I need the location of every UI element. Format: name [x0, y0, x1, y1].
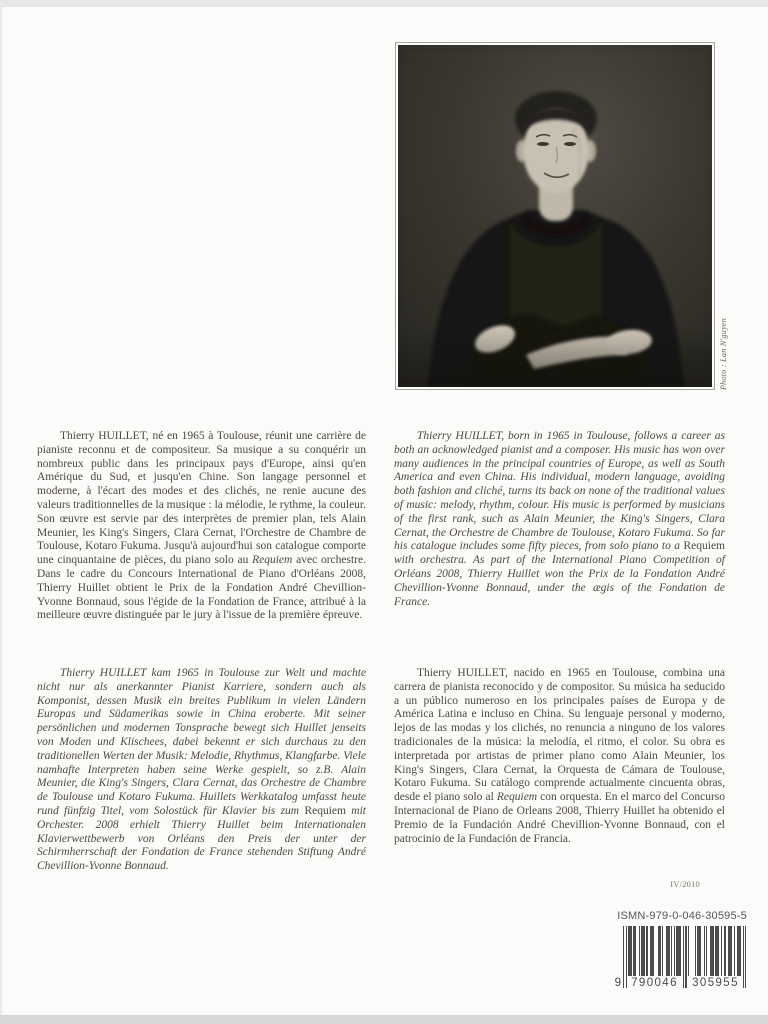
barcode-digits-right-group: 305955: [692, 977, 739, 989]
page-left-edge: [0, 7, 3, 1015]
photo-credit: Photo : Lan N'guyen: [719, 317, 728, 390]
edition-mark: IV/2010: [670, 879, 700, 889]
bio-paragraph-german: [37, 667, 366, 874]
ismn-label: ISMN-979-0-046-30595-5: [617, 910, 747, 922]
bio-text-german: Thierry HUILLET kam 1965 in Toulouse zur Welt und machte nicht nur als anerkannter Pianist Karriere, sondern auch als Komponist, dessen Musik ein breites Publikum in vielen Ländern Europas und Südamerikas sowie in China eroberte. Mit seiner persönlichen und modernen Tonsprache bewegt sich Huillet jenseits von Moden und Klischees, dabei bekennt er sich durchaus zu den traditionellen Werten der Musik: Melodie, Rhythmus, Klangfarbe. Viele namhafte Interpreten haben seine Werke gespielt, so z.B. Alain Meunier, die King's Singers, Clara Cernat, das Orchestre de Chambre de Toulouse und Kotaro Fukuma. Huillets Werkkatalog umfasst heute rund fünfzig Titel, vom Solostück für Klavier bis zum Requiem mit Orchester. 2008 erhielt Thierry Huillet beim Internationalen Klavierwettbewerb von Orléans den Preis der unter der Schirmherrschaft der Fondation de France stehenden Stiftung André Chevillion-Yvonne Bonnaud.: [37, 667, 366, 873]
portrait-photo: [398, 45, 712, 387]
barcode-digits-left-group: 790046: [631, 977, 678, 989]
bio-text-spanish: Thierry HUILLET, nacido en 1965 en Toulouse, combina una carrera de pianista reconocido y de compositor. Su música ha seducido a un público numeroso en los principales países de Europa y de América Latina e incluso en China. Su lenguaje personal y moderno, lejos de las modas y los clichés, no renuncia a ninguno de los valores tradicionales de la música: la melodía, el ritmo, el color. Su obra es interpretada por artistas de primer plano como Alain Meunier, los King's Singers, Clara Cernat, la Orquesta de Cámara de Toulouse, Kotaro Fukuma. Su catálogo comprende actualmente cincuenta obras, desde el piano solo al Requiem con orquesta. En el marco del Concurso Internacional de Piano de Orleans 2008, Thierry Huillet ha obtenido el Premio de la Fundación André Chevillion-Yvonne Bonnaud, con el patrocinio de la Fundación de Francia.: [394, 667, 725, 845]
bio-paragraph-spanish: [394, 667, 725, 846]
barcode: [614, 926, 747, 992]
page-bottom-edge: [0, 1015, 768, 1024]
bio-text-english: Thierry HUILLET, born in 1965 in Toulouse, follows a career as both an acknowledged pianist and a composer. His music has won over many audiences in the principal countries of Europe, as well as South America and even China. His individual, modern language, avoiding both fashion and cliché, turns its back on none of the traditional values of music: melody, rhythm, colour. His music is performed by musicians of the first rank, such as Alain Meunier, the King's Singers, Clara Cernat, the Orchestre de Chambre de Toulouse, Kotaro Fukuma. So far his catalogue includes some fifty pieces, from solo piano to a Requiem with orchestra. As part of the International Piano Competition of Orléans 2008, Thierry Huillet won the Prix de la Fondation André Chevillion-Yvonne Bonnaud, under the ægis of the Fondation de France.: [394, 430, 725, 608]
portrait-photo-frame: [395, 42, 715, 390]
bio-text-french: Thierry HUILLET, né en 1965 à Toulouse, réunit une carrière de pianiste reconnu et de compositeur. Sa musique a su conquérir un nombreux public dans les principaux pays d'Europe, ainsi qu'en Amérique du Sud, et jusqu'en Chine. Son langage personnel et moderne, à l'écart des modes et des clichés, ne renie aucune des valeurs traditionnelles de la musique : la mélodie, le rythme, la couleur. Son œuvre est servie par des interprètes de premier plan, tels Alain Meunier, les King's Singers, Clara Cernat, l'Orchestre de Chambre de Toulouse, Kotaro Fukuma. Jusqu'à aujourd'hui son catalogue comporte une cinquantaine de pièces, du piano solo au Requiem avec orchestre. Dans le cadre du Concours International de Piano d'Orléans 2008, Thierry Huillet obtient le Prix de la Fondation André Chevillion-Yvonne Bonnaud, sous l'égide de la Fondation de France, attribué à la meilleure œuvre distinguée par le jury à l'issue de la première épreuve.: [37, 430, 366, 622]
bio-paragraph-english: [394, 430, 725, 609]
page-top-edge: [0, 0, 768, 7]
bio-paragraph-french: [37, 430, 366, 623]
barcode-digit-leading: 9: [614, 977, 621, 989]
